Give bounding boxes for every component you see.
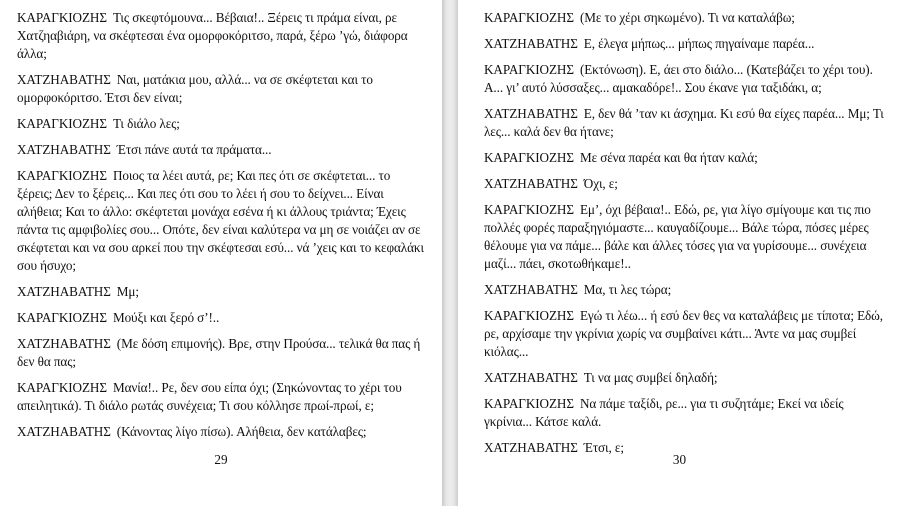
dialogue-line	[484, 105, 889, 141]
speaker-name: ΧΑΤΖΗΑΒΑΤΗΣ	[484, 282, 578, 297]
dialogue-line	[17, 141, 426, 159]
line-text: (Κάνοντας λίγο πίσω). Αλήθεια, δεν κατάλαβες;	[116, 424, 367, 439]
dialogue-line	[484, 281, 889, 299]
line-text: (Με το χέρι σηκωμένο). Τι να καταλάβω;	[579, 10, 795, 25]
dialogue-line	[17, 71, 426, 107]
dialogue-line	[484, 9, 889, 27]
speaker-name: ΚΑΡΑΓΚΙΟΖΗΣ	[484, 10, 574, 25]
line-text: Τις σκεφτόμουνα... Βέβαια!.. Ξέρεις τι πράμα είναι, ρε Χατζηαβιάρη, να σκέφτεσαι ένα ομορφοκόριτσο, παρά, ξέρω ’γώ, διάφορα άλλα;	[17, 10, 408, 61]
right-page	[458, 0, 901, 506]
dialogue-line	[17, 283, 426, 301]
speaker-name: ΧΑΤΖΗΑΒΑΤΗΣ	[17, 284, 111, 299]
dialogue-block	[17, 9, 426, 441]
dialogue-line	[484, 369, 889, 387]
line-text: Μούξι και ξερό σ’!..	[112, 310, 220, 325]
dialogue-line	[484, 61, 889, 97]
speaker-name: ΚΑΡΑΓΚΙΟΖΗΣ	[17, 380, 107, 395]
speaker-name: ΧΑΤΖΗΑΒΑΤΗΣ	[484, 176, 578, 191]
speaker-name: ΧΑΤΖΗΑΒΑΤΗΣ	[484, 440, 578, 455]
line-text: Έτσι πάνε αυτά τα πράματα...	[116, 142, 272, 157]
line-text: Εγώ τι λέω... ή εσύ δεν θες να καταλάβεις με τίποτα; Εδώ, ρε, αρχίσαμε την γκρίνια χωρίς να συμβαίνει κάτι... Άντε να μας συμβεί κιόλας...	[484, 308, 883, 359]
dialogue-line	[17, 423, 426, 441]
page-number: 30	[672, 452, 687, 467]
speaker-name: ΧΑΤΖΗΑΒΑΤΗΣ	[17, 72, 111, 87]
speaker-name: ΧΑΤΖΗΑΒΑΤΗΣ	[17, 424, 111, 439]
left-page	[0, 0, 442, 506]
line-text: Ε, δεν θά ’ταν κι άσχημα. Κι εσύ θα είχες παρέα... Μμ; Τι λες... καλά δεν θα ήτανε;	[484, 106, 884, 139]
dialogue-line	[17, 379, 426, 415]
speaker-name: ΚΑΡΑΓΚΙΟΖΗΣ	[17, 310, 107, 325]
speaker-name: ΚΑΡΑΓΚΙΟΖΗΣ	[484, 396, 574, 411]
line-text: Εμ’, όχι βέβαια!.. Εδώ, ρε, για λίγο σμίγουμε και τις πιο πολλές φορές παραξηγιόμαστε... καυγαδίζουμε... Βάλε τώρα, πόσες μέρες θέλουμε για να πάμε... βάλε και άλλες τόσες για να γυρίσουμε... συνέχεια μαζί... πάει, σκοτωθήκαμε!..	[484, 202, 871, 271]
dialogue-line	[484, 175, 889, 193]
speaker-name: ΧΑΤΖΗΑΒΑΤΗΣ	[484, 370, 578, 385]
speaker-name: ΚΑΡΑΓΚΙΟΖΗΣ	[17, 168, 107, 183]
line-text: Ποιος τα λέει αυτά, ρε; Και πες ότι σε σκέφτεται... το ξέρεις; Δεν το ξέρεις... Και πες ότι σου το λέει ή σου το δείχνει... Είναι αλήθεια; Και το άλλο: σκέφτεται μονάχα εσένα ή κι άλλους τριάντα; Έχεις πάντα τις αμφιβολίες σου... Οπότε, δεν είναι καλύτερα να μη σε νοιάζει αν σε σκέφτεται και να σου αρκεί που την σκέφτεσαι εσύ... νά ’χεις και το κεφαλάκι σου ήσυχο;	[17, 168, 424, 273]
line-text: Τι διάλο λες;	[112, 116, 180, 131]
line-text: (Εκτόνωση). Ε, άει στο διάλο... (Κατεβάζει το χέρι του). Α... γι’ αυτό λύσσαξες... αμακαδόρε!.. Σου έκανε για ταξιδάκι, α;	[484, 62, 873, 95]
dialogue-line	[484, 307, 889, 361]
line-text: (Με δόση επιμονής). Βρε, στην Προύσα... τελικά θα πας ή δεν θα πας;	[17, 336, 421, 369]
speaker-name: ΚΑΡΑΓΚΙΟΖΗΣ	[484, 150, 574, 165]
dialogue-line	[17, 335, 426, 371]
line-text: Τι να μας συμβεί δηλαδή;	[583, 370, 718, 385]
speaker-name: ΚΑΡΑΓΚΙΟΖΗΣ	[484, 62, 574, 77]
dialogue-line	[17, 167, 426, 275]
line-text: Ναι, ματάκια μου, αλλά... να σε σκέφτεται και το ομορφοκόριτσο. Έτσι δεν είναι;	[17, 72, 373, 105]
speaker-name: ΚΑΡΑΓΚΙΟΖΗΣ	[17, 10, 107, 25]
speaker-name: ΧΑΤΖΗΑΒΑΤΗΣ	[484, 36, 578, 51]
line-text: Μανία!.. Ρε, δεν σου είπα όχι; (Σηκώνοντας το χέρι του απειλητικά). Τι διάλο ρωτάς συνέχεια; Τι σου κόλλησε πρωί-πρωί, ε;	[17, 380, 402, 413]
line-text: Με σένα παρέα και θα ήταν καλά;	[579, 150, 758, 165]
speaker-name: ΚΑΡΑΓΚΙΟΖΗΣ	[484, 202, 574, 217]
speaker-name: ΧΑΤΖΗΑΒΑΤΗΣ	[17, 142, 111, 157]
line-text: Να πάμε ταξίδι, ρε... για τι συζητάμε; Εκεί να ιδείς γκρίνια... Κάτσε καλά.	[484, 396, 844, 429]
page-number: 29	[214, 452, 228, 467]
dialogue-line	[17, 115, 426, 133]
book-gutter	[442, 0, 458, 506]
dialogue-line	[17, 309, 426, 327]
line-text: Ε, έλεγα μήπως... μήπως πηγαίναμε παρέα...	[583, 36, 815, 51]
dialogue-line	[484, 201, 889, 273]
speaker-name: ΚΑΡΑΓΚΙΟΖΗΣ	[17, 116, 107, 131]
speaker-name: ΚΑΡΑΓΚΙΟΖΗΣ	[484, 308, 574, 323]
dialogue-line	[484, 35, 889, 53]
speaker-name: ΧΑΤΖΗΑΒΑΤΗΣ	[484, 106, 578, 121]
line-text: Μα, τι λες τώρα;	[583, 282, 672, 297]
line-text: Έτσι, ε;	[583, 440, 624, 455]
line-text: Όχι, ε;	[583, 176, 618, 191]
line-text: Μμ;	[116, 284, 139, 299]
dialogue-line	[484, 395, 889, 431]
speaker-name: ΧΑΤΖΗΑΒΑΤΗΣ	[17, 336, 111, 351]
dialogue-line	[484, 149, 889, 167]
dialogue-block	[484, 9, 889, 457]
dialogue-line	[17, 9, 426, 63]
